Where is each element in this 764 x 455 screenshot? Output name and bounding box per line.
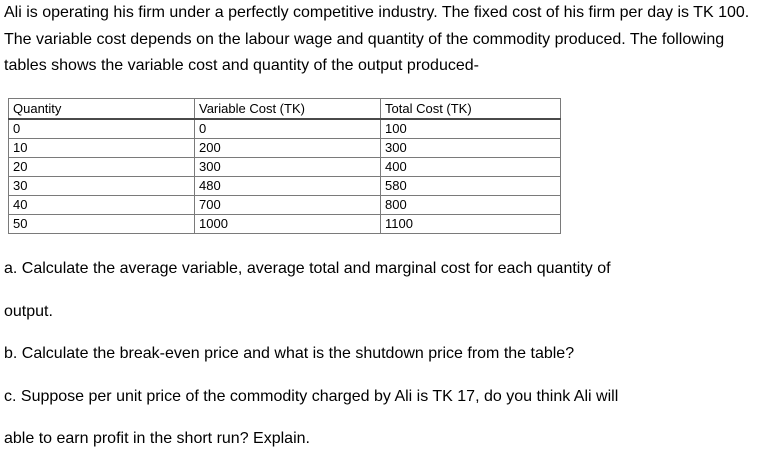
cell-variable-cost: 300 bbox=[195, 158, 381, 177]
cell-quantity: 10 bbox=[9, 139, 195, 158]
table-row bbox=[9, 215, 561, 234]
cost-table bbox=[8, 98, 561, 234]
table-row bbox=[9, 139, 561, 158]
cell-variable-cost: 480 bbox=[195, 177, 381, 196]
cell-quantity: 50 bbox=[9, 215, 195, 234]
table-row bbox=[9, 119, 561, 139]
header-total-cost: Total Cost (TK) bbox=[381, 99, 561, 120]
table-row bbox=[9, 158, 561, 177]
question-c-line1: c. Suppose per unit price of the commodity charged by Ali is TK 17, do you think Ali will bbox=[4, 388, 619, 405]
cell-total-cost: 800 bbox=[381, 196, 561, 215]
question-a-line1: a. Calculate the average variable, average total and marginal cost for each quantity of bbox=[4, 260, 611, 277]
cell-total-cost: 100 bbox=[381, 119, 561, 139]
cell-total-cost: 400 bbox=[381, 158, 561, 177]
cell-quantity: 20 bbox=[9, 158, 195, 177]
header-variable-cost: Variable Cost (TK) bbox=[195, 99, 381, 120]
header-quantity: Quantity bbox=[9, 99, 195, 120]
question-c-line2: able to earn profit in the short run? Explain. bbox=[4, 430, 310, 447]
cell-quantity: 0 bbox=[9, 119, 195, 139]
cell-total-cost: 1100 bbox=[381, 215, 561, 234]
question-a-line2: output. bbox=[4, 303, 53, 320]
table-row bbox=[9, 177, 561, 196]
cell-total-cost: 580 bbox=[381, 177, 561, 196]
table-row bbox=[9, 196, 561, 215]
cell-variable-cost: 0 bbox=[195, 119, 381, 139]
question-b: b. Calculate the break-even price and what is the shutdown price from the table? bbox=[4, 345, 575, 362]
cell-total-cost: 300 bbox=[381, 139, 561, 158]
cell-quantity: 40 bbox=[9, 196, 195, 215]
problem-statement: Ali is operating his firm under a perfectly competitive industry. The fixed cost of his firm per day is TK 100. The variable cost depends on the labour wage and quantity of the commodity produced. The following tables shows the variable cost and quantity of the output produced- bbox=[4, 4, 750, 74]
cell-variable-cost: 700 bbox=[195, 196, 381, 215]
cell-variable-cost: 200 bbox=[195, 139, 381, 158]
cell-quantity: 30 bbox=[9, 177, 195, 196]
cell-variable-cost: 1000 bbox=[195, 215, 381, 234]
table-header-row bbox=[9, 99, 561, 120]
